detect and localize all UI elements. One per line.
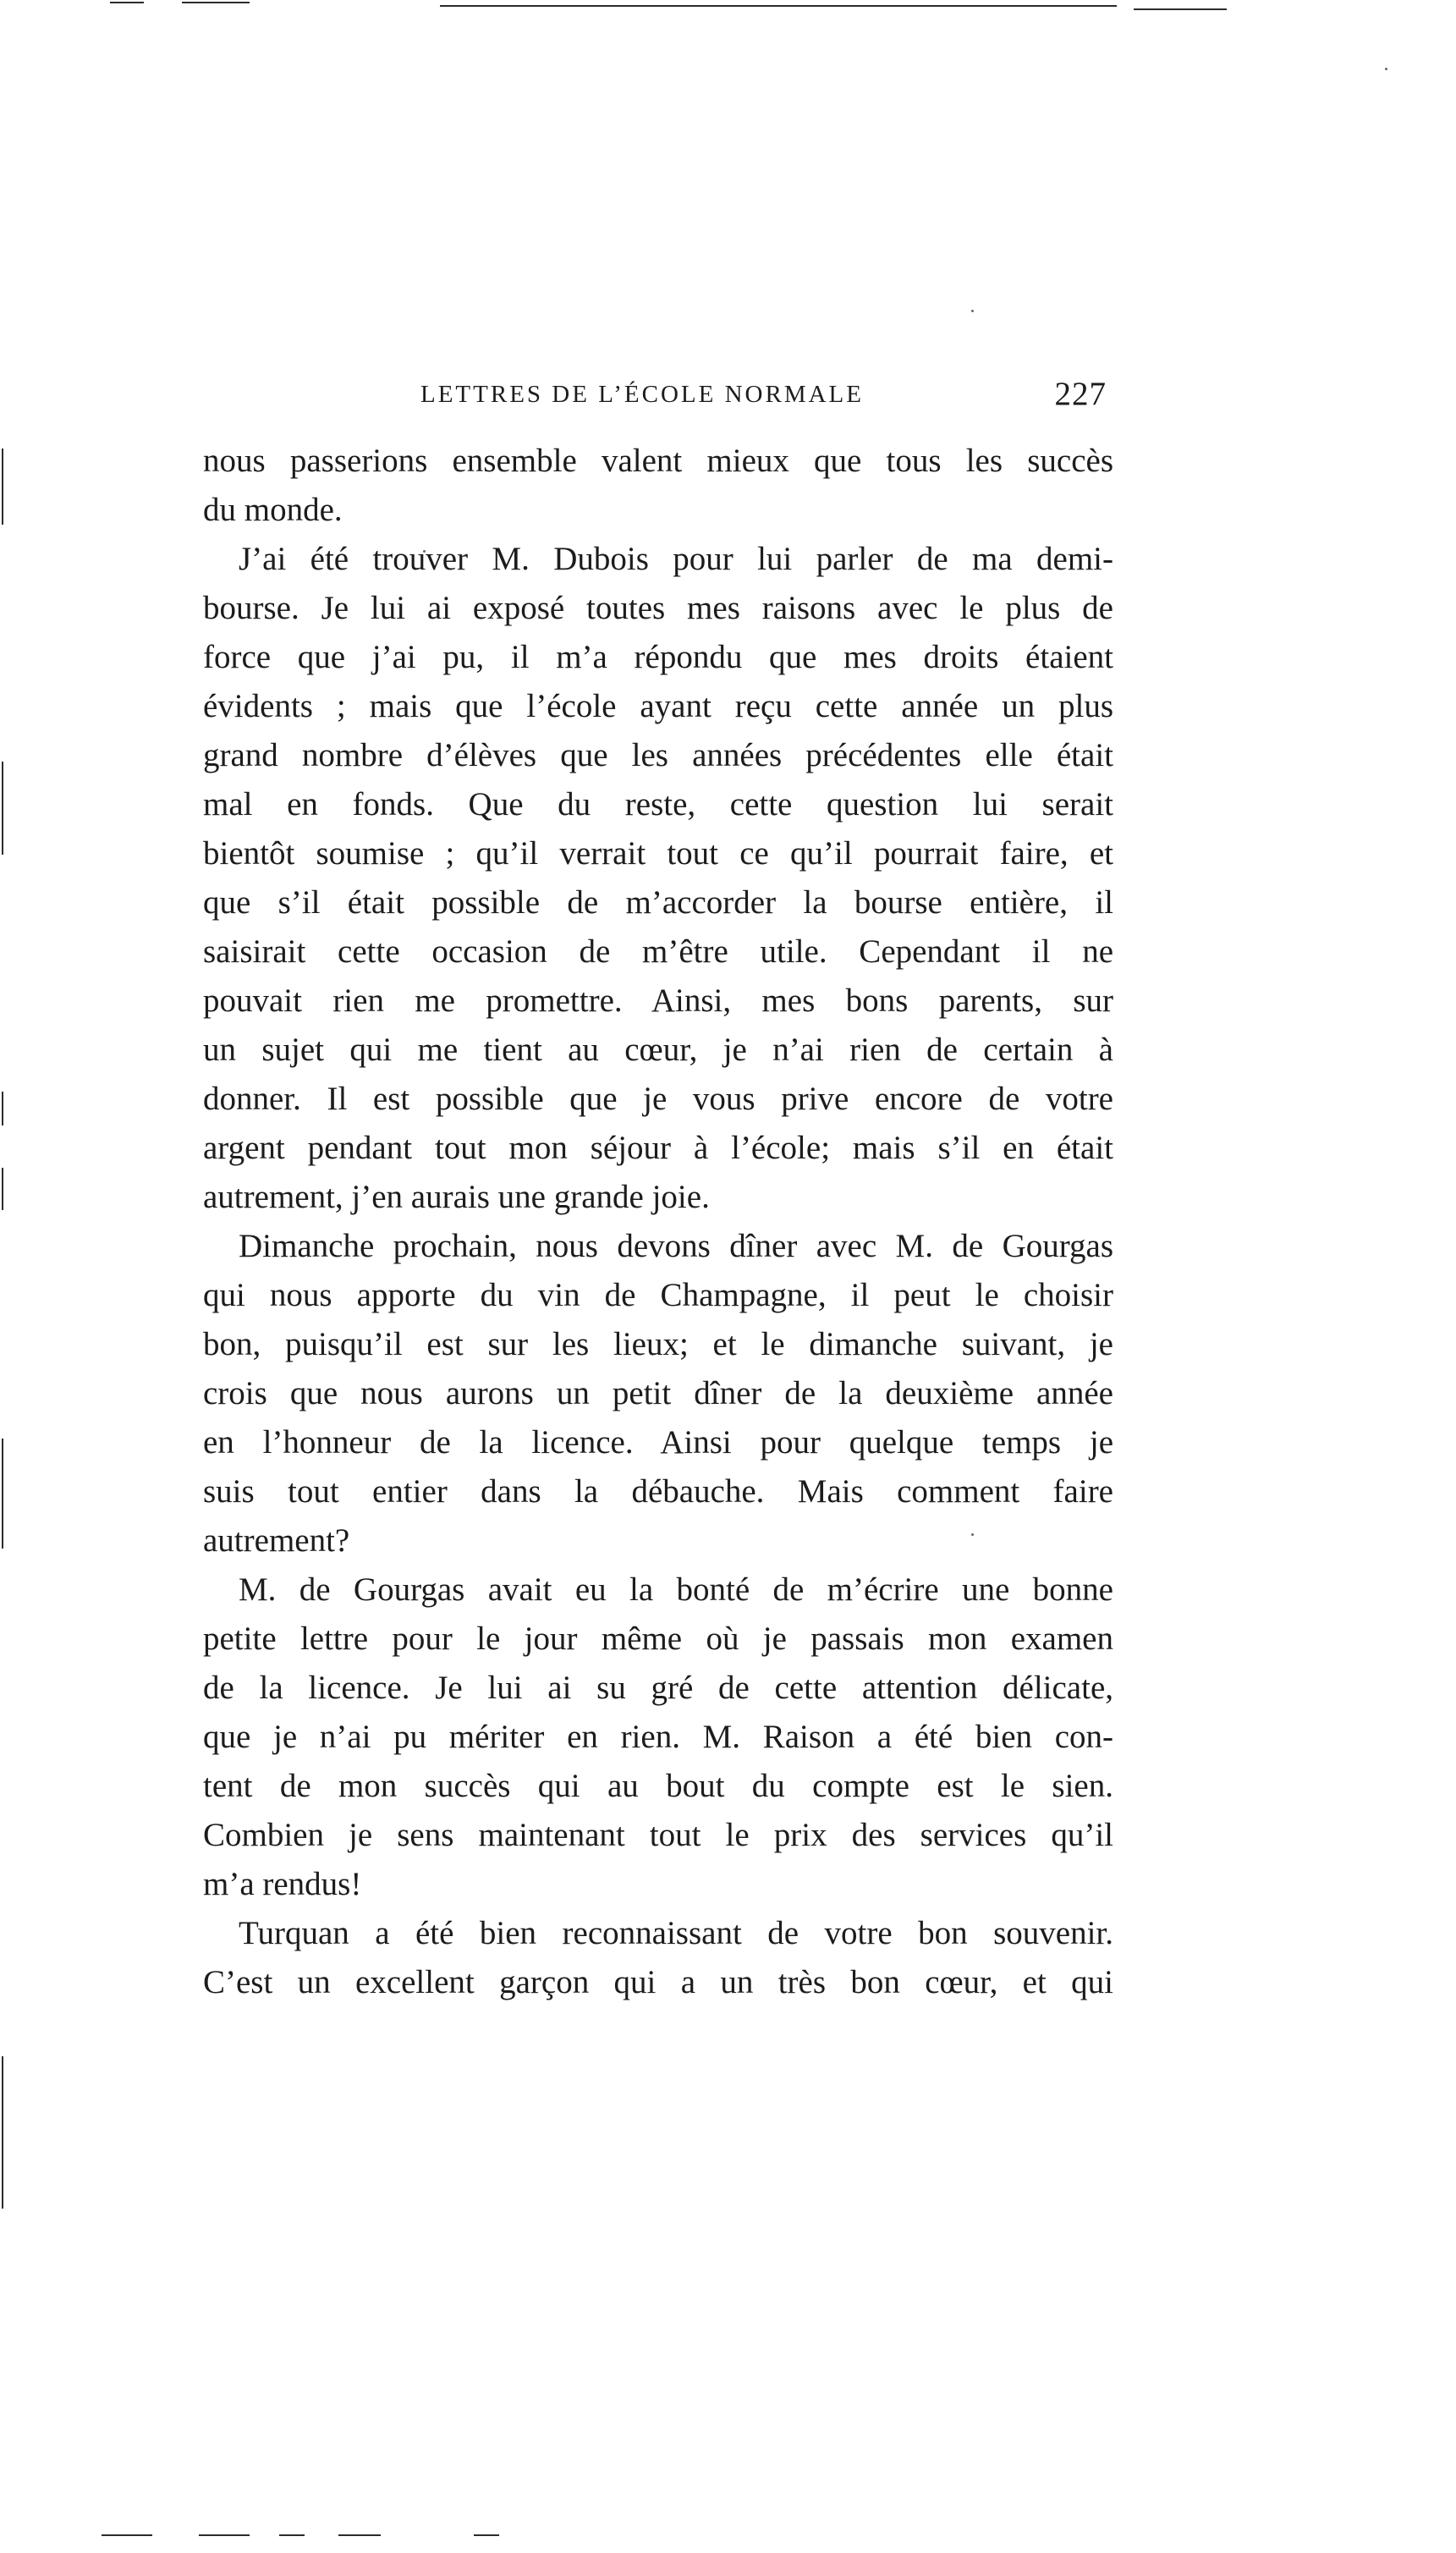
- text-line: bon, puisqu’il est sur les lieux; et le dimanche suivant, je: [203, 1326, 1113, 1362]
- scan-edge-line-top-4: [1134, 8, 1227, 10]
- text-line: qui nous apporte du vin de Champagne, il peut le choisir: [203, 1277, 1113, 1313]
- text-line: Dimanche prochain, nous devons dîner avec M. de Gourgas: [239, 1228, 1113, 1264]
- scan-edge-line-top-1: [110, 2, 144, 3]
- text-line: saisirait cette occasion de m’être utile. Cependant il ne: [203, 933, 1113, 970]
- running-title: LETTRES DE L’ÉCOLE NORMALE: [420, 381, 864, 408]
- text-line: évidents ; mais que l’école ayant reçu cette année un plus: [203, 688, 1113, 724]
- text-line: Turquan a été bien reconnaissant de votre bon souvenir.: [239, 1915, 1113, 1951]
- text-line: de la licence. Je lui ai su gré de cette attention délicate,: [203, 1670, 1113, 1706]
- text-line: C’est un excellent garçon qui a un très bon cœur, et qui: [203, 1964, 1113, 2000]
- text-line: m’a rendus!: [203, 1866, 362, 1902]
- text-line: autrement?: [203, 1522, 350, 1559]
- scan-edge-line-bottom-1: [102, 2534, 152, 2536]
- scan-edge-line-top-3: [440, 5, 1117, 7]
- scan-speck: [971, 310, 974, 312]
- text-line: nous passerions ensemble valent mieux que tous les succès: [203, 443, 1113, 479]
- text-line: force que j’ai pu, il m’a répondu que mes droits étaient: [203, 639, 1113, 675]
- scan-edge-line-bottom-3: [279, 2534, 305, 2536]
- text-line: suis tout entier dans la débauche. Mais comment faire: [203, 1473, 1113, 1510]
- scan-edge-line-left-5: [2, 1439, 3, 1549]
- scan-edge-line-left-1: [2, 448, 3, 525]
- text-line: tent de mon succès qui au bout du compte est le sien.: [203, 1768, 1113, 1804]
- body-text: [203, 437, 1113, 2007]
- text-line: J’ai été trouver M. Dubois pour lui parler de ma demi-: [239, 541, 1113, 577]
- scan-edge-line-left-4: [2, 1168, 3, 1210]
- text-line: mal en fonds. Que du reste, cette question lui serait: [203, 786, 1113, 823]
- scan-edge-line-bottom-4: [338, 2534, 381, 2536]
- scan-edge-line-left-3: [2, 1092, 3, 1125]
- scan-edge-line-left-6: [2, 2056, 3, 2209]
- text-line: crois que nous aurons un petit dîner de la deuxième année: [203, 1375, 1113, 1411]
- text-line: donner. Il est possible que je vous prive encore de votre: [203, 1081, 1113, 1117]
- text-line: argent pendant tout mon séjour à l’école; mais s’il en était: [203, 1130, 1113, 1166]
- scan-edge-line-left-2: [2, 762, 3, 855]
- text-line: petite lettre pour le jour même où je passais mon examen: [203, 1620, 1113, 1657]
- scan-edge-line-top-2: [182, 2, 250, 3]
- scan-edge-line-bottom-5: [474, 2534, 499, 2536]
- page-number: 227: [1054, 376, 1107, 412]
- text-line: un sujet qui me tient au cœur, je n’ai rien de certain à: [203, 1032, 1113, 1068]
- text-line: pouvait rien me promettre. Ainsi, mes bons parents, sur: [203, 982, 1113, 1019]
- text-line: Combien je sens maintenant tout le prix des services qu’il: [203, 1817, 1113, 1853]
- text-line: bourse. Je lui ai exposé toutes mes raisons avec le plus de: [203, 590, 1113, 626]
- text-line: grand nombre d’élèves que les années précédentes elle était: [203, 737, 1113, 773]
- text-line: que je n’ai pu mériter en rien. M. Raison a été bien con-: [203, 1719, 1113, 1755]
- text-line: M. de Gourgas avait eu la bonté de m’écrire une bonne: [239, 1571, 1113, 1608]
- scan-edge-line-bottom-2: [199, 2534, 250, 2536]
- scan-speck: [1385, 68, 1387, 70]
- text-line: bientôt soumise ; qu’il verrait tout ce qu’il pourrait faire, et: [203, 835, 1113, 872]
- text-line: du monde.: [203, 492, 343, 528]
- text-line: autrement, j’en aurais une grande joie.: [203, 1179, 710, 1215]
- text-line: que s’il était possible de m’accorder la bourse entière, il: [203, 884, 1113, 921]
- running-header: [203, 369, 1117, 420]
- text-line: en l’honneur de la licence. Ainsi pour quelque temps je: [203, 1424, 1113, 1461]
